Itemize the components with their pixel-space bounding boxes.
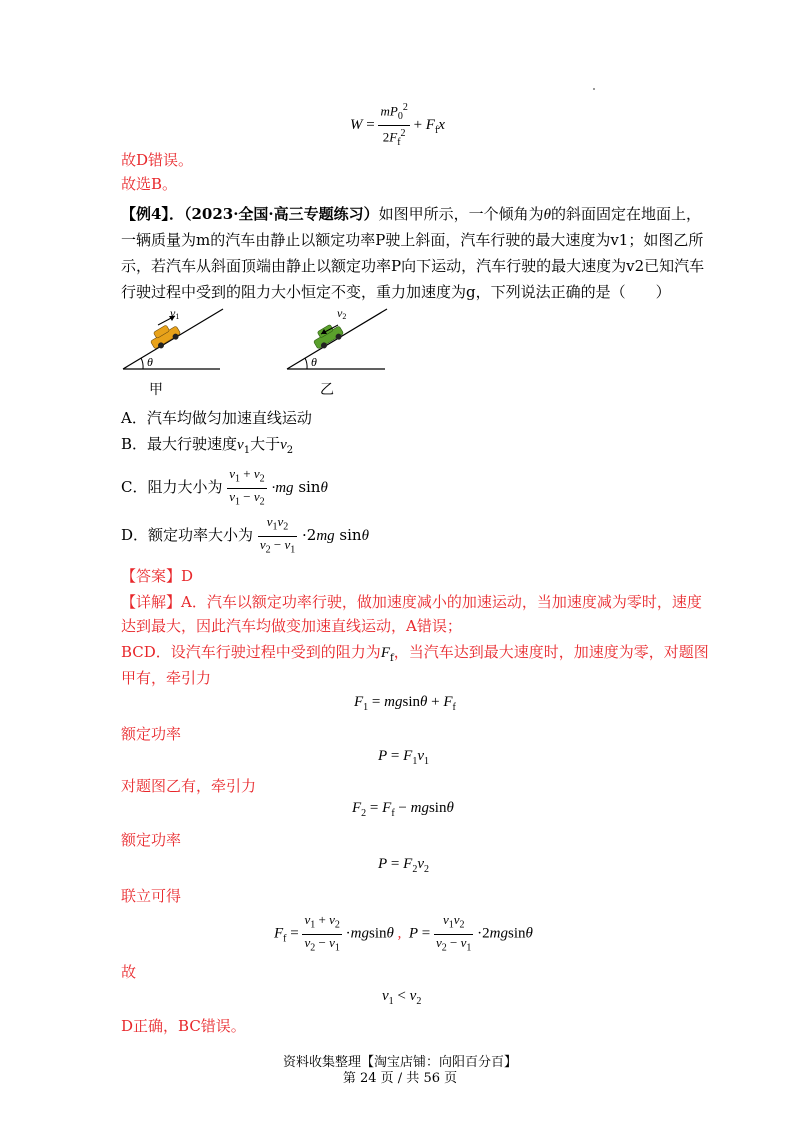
example-line-3: 示，若汽车从斜面顶端由静止以额定功率P向下运动，汽车行驶的最大速度为v2已知汽车 [121,257,705,275]
incline-figures [115,305,400,400]
footer-page-number: 第 24 页 / 共 56 页 [342,1071,458,1086]
theta-symbol: θ [543,207,552,223]
combine-label: 联立可得 [121,887,182,905]
top-equation: W = $\frac{mP_0^2}{2F_f^2}$ + $F_fx$ [350,102,445,148]
equation-f2: $F_2 = F_f - mgsin\theta$ [352,800,454,819]
example-source: （2023·全国·高三专题练习） [183,205,379,223]
right-theta-label: θ [311,355,317,369]
left-v1-label: v1 [170,306,180,321]
page-mark-dot [593,88,595,90]
footer-source: 资料收集整理【淘宝店铺：向阳百分百】 [282,1055,517,1070]
left-theta-arc [141,358,143,369]
equation-p2: $P = F_2v_2$ [378,856,429,875]
example-label: 【例4】 [121,205,169,223]
equation-combined: $F_f$ = $\frac{v_1 + v_2}{v_2 - v_1}$ ·mgsinθ , P = $\frac{v_1v_2}{v_2 - v_1}$ ·2mgsinθ [274,912,533,954]
detail-line-5: 对题图乙有，牵引力 [121,777,257,795]
left-theta-label: θ [147,355,153,369]
detail-line-4: 甲有，牵引力 [121,669,212,687]
example-line-1: 【例4】．（2023·全国·高三专题练习）如图甲所示，一个倾角为θ的斜面固定在地面上， [121,205,702,223]
example-line-4: 行驶过程中受到的阻力大小恒定不变，重力加速度为g，下列说法正确的是（ ） [121,283,671,301]
example-text-1b: 的斜面固定在地面上， [551,205,702,223]
answer-label: 【答案】D [121,567,194,585]
right-car [310,321,345,352]
conclusion: D正确，BC错误。 [121,1017,246,1035]
equation-p1: $P = F_1v_1$ [378,748,429,767]
option-c[interactable]: C．阻力大小为 $\frac{v_1 + v_2}{v_1 - v_2}$ ·mg sinθ [121,466,328,508]
rated-power-label-1: 额定功率 [121,725,182,743]
option-a[interactable]: A．汽车均做匀加速直线运动 [121,409,312,427]
therefore-label: 故 [121,963,137,981]
option-b[interactable]: B．最大行驶速度$v_1$大于$v_2$ [121,435,294,456]
option-d[interactable]: D．额定功率大小为 $\frac{v_1v_2}{v_2 - v_1}$ ·2mg sinθ [121,514,369,556]
rated-power-label-2: 额定功率 [121,831,182,849]
left-caption: 甲 [149,382,163,398]
right-caption: 乙 [320,382,334,398]
equation-v-compare: $v_1 < v_2$ [382,988,422,1007]
equation-f1: $F_1 = mgsin\theta + F_f$ [354,694,456,713]
left-car [147,321,182,352]
detail-line-1: 【详解】A．汽车以额定功率行驶，做加速度减小的加速运动，当加速度减为零时，速度 [121,593,702,611]
line-d-wrong: 故D错误。 [121,151,194,169]
example-line-2: 一辆质量为m的汽车由静止以额定功率P驶上斜面，汽车行驶的最大速度为v1；如图乙所 [121,231,704,249]
detail-line-2: 达到最大，因此汽车均做变加速直线运动，A错误； [121,617,462,635]
example-text-1: 如图甲所示，一个倾角为 [378,205,544,223]
line-choose-b: 故选B。 [121,175,178,193]
right-theta-arc [305,358,307,369]
detail-line-3: BCD．设汽车行驶过程中受到的阻力为$F_f$，当汽车达到最大速度时，加速度为零，对题图 [121,643,709,664]
right-v2-label: v2 [337,306,347,321]
